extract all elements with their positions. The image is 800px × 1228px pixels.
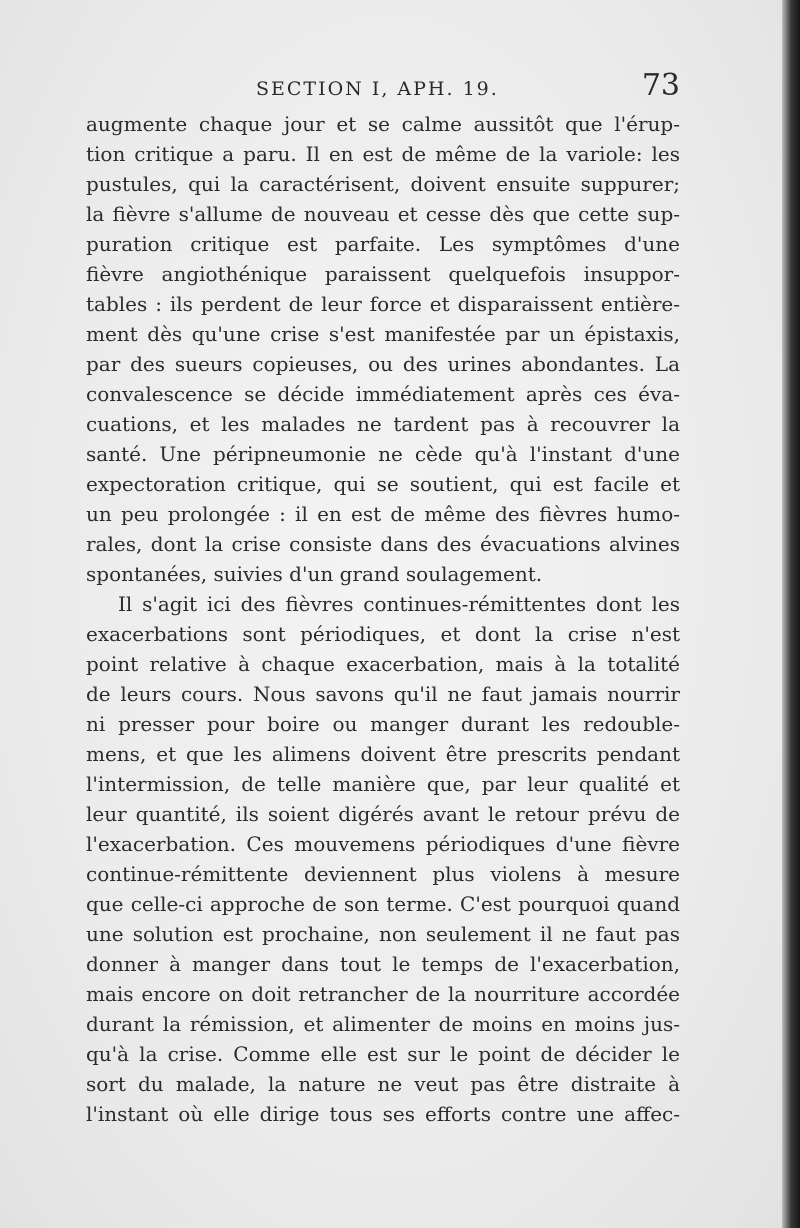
running-head: SECTION I, APH. 19. (256, 78, 499, 100)
text-line: mens, et que les alimens doivent être prescrits pendant (86, 742, 680, 766)
text-line: ni presser pour boire ou manger durant les redouble- (86, 712, 680, 736)
text-line: un peu prolongée : il en est de même des fièvres humo- (86, 502, 680, 526)
text-line: qu'à la crise. Comme elle est sur le point de décider le (86, 1042, 680, 1066)
text-line: cuations, et les malades ne tardent pas à recouvrer la (86, 412, 680, 436)
text-line: rales, dont la crise consiste dans des évacuations alvines (86, 532, 680, 556)
text-line: une solution est prochaine, non seulement il ne faut pas (86, 922, 680, 946)
text-line: expectoration critique, qui se soutient, qui est facile et (86, 472, 680, 496)
text-line: que celle-ci approche de son terme. C'est pourquoi quand (86, 892, 680, 916)
text-line: la fièvre s'allume de nouveau et cesse dès que cette sup- (86, 202, 680, 226)
text-line: pustules, qui la caractérisent, doivent ensuite suppurer; (86, 172, 680, 196)
text-line: tion critique a paru. Il en est de même de la variole: les (86, 142, 680, 166)
page-edge-shadow (782, 0, 800, 1228)
text-line: par des sueurs copieuses, ou des urines abondantes. La (86, 352, 680, 376)
text-line: Il s'agit ici des fièvres continues-rémittentes dont les (118, 592, 680, 616)
text-line: point relative à chaque exacerbation, mais à la totalité (86, 652, 680, 676)
text-line: santé. Une péripneumonie ne cède qu'à l'instant d'une (86, 442, 680, 466)
text-line: mais encore on doit retrancher de la nourriture accordée (86, 982, 680, 1006)
text-line: spontanées, suivies d'un grand soulagement. (86, 562, 543, 586)
text-line: l'instant où elle dirige tous ses efforts contre une affec- (86, 1102, 680, 1126)
text-line: donner à manger dans tout le temps de l'exacerbation, (86, 952, 680, 976)
page-number: 73 (641, 68, 680, 103)
text-line: augmente chaque jour et se calme aussitôt que l'érup- (86, 112, 680, 136)
text-line: durant la rémission, et alimenter de moins en moins jus- (86, 1012, 680, 1036)
text-line: leur quantité, ils soient digérés avant le retour prévu de (86, 802, 680, 826)
text-line: continue-rémittente deviennent plus violens à mesure (86, 862, 680, 886)
text-line: ment dès qu'une crise s'est manifestée par un épistaxis, (86, 322, 680, 346)
text-line: de leurs cours. Nous savons qu'il ne faut jamais nourrir (86, 682, 680, 706)
text-line: l'exacerbation. Ces mouvemens périodiques d'une fièvre (86, 832, 680, 856)
page-header (256, 68, 686, 108)
body-text (86, 109, 680, 1129)
text-line: fièvre angiothénique paraissent quelquefois insuppor- (86, 262, 680, 286)
text-line: tables : ils perdent de leur force et disparaissent entière- (86, 292, 680, 316)
text-line: convalescence se décide immédiatement après ces éva- (86, 382, 680, 406)
text-line: puration critique est parfaite. Les symptômes d'une (86, 232, 680, 256)
text-line: l'intermission, de telle manière que, par leur qualité et (86, 772, 680, 796)
text-line: sort du malade, la nature ne veut pas être distraite à (86, 1072, 680, 1096)
text-line: exacerbations sont périodiques, et dont la crise n'est (86, 622, 680, 646)
